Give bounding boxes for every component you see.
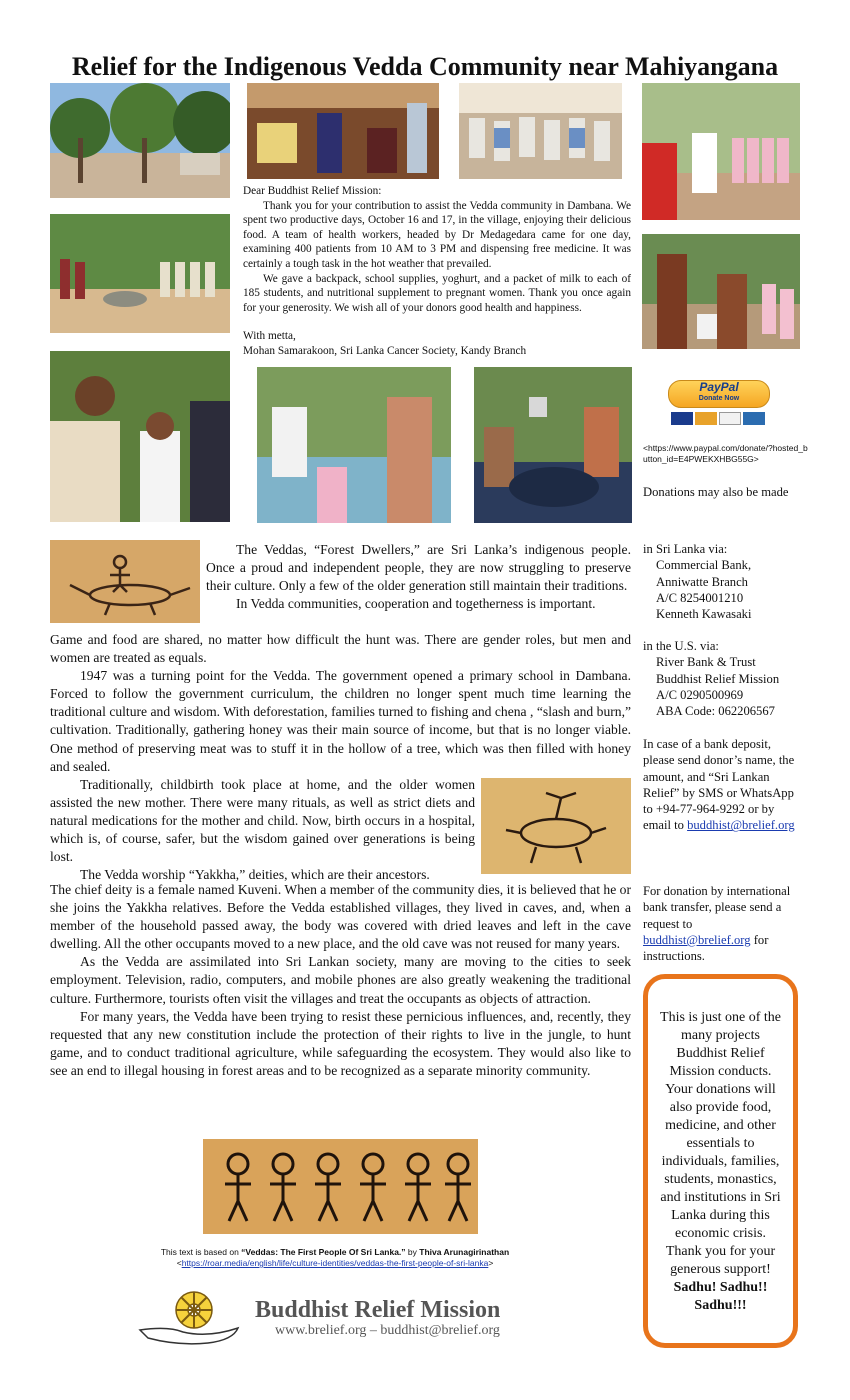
intl-text: For donation by international bank transfer, please send a request to bbox=[643, 884, 791, 931]
card-logos-icon bbox=[671, 412, 768, 425]
letter-paragraph: Thank you for your contribution to assist the Vedda community in Dambana. We spent two productive days, October 16 and 17, in the village, enjoying their delicious food. A team of health workers, headed by Dr Medagedara came for one day, examining 400 patients from 10 AM to 3 PM and dispensing free medicine. It was certainly a tough task in the hot weather that prevailed. bbox=[243, 199, 631, 270]
paypal-url[interactable]: <https://www.paypal.com/donate/?hosted_button_id=E4PWEKXHBG55G> bbox=[643, 443, 808, 464]
credit-prefix: This text is based on bbox=[160, 1247, 242, 1257]
article-paragraph: The Veddas, “Forest Dwellers,” are Sri Lanka’s indigenous people. Once a proud and independent people, they are now struggling to preserve their culture. Only a few of the older generation still maintain their traditions. bbox=[206, 542, 631, 594]
dharma-wheel-hand-logo-icon bbox=[138, 1288, 248, 1350]
article-paragraph: In Vedda communities, cooperation and togetherness is important. bbox=[236, 596, 596, 612]
bank-line: ABA Code: 062206567 bbox=[656, 704, 775, 719]
bank-line: River Bank & Trust bbox=[656, 655, 756, 670]
credit-source-title: “Veddas: The First People Of Sri Lanka.” bbox=[241, 1247, 406, 1257]
article-continued bbox=[50, 881, 631, 1080]
credit-by: by bbox=[405, 1247, 420, 1257]
photo-village-trees bbox=[50, 83, 230, 198]
cave-art-animal-image bbox=[481, 778, 631, 874]
article-body bbox=[50, 631, 631, 776]
donations-intro: Donations may also be made bbox=[643, 485, 789, 499]
photo-distribution-boy bbox=[50, 351, 230, 522]
page-title: Relief for the Indigenous Vedda Community near Mahiyangana bbox=[71, 52, 779, 81]
photo-backpacks bbox=[474, 367, 632, 523]
article-paragraph: 1947 was a turning point for the Vedda. The government opened a primary school in Dambana. Forced to follow the government curriculum, the children no longer spent much time learning the traditional culture and wisdom. With deforestation, families turned to fishing and chena , “slash and burn,” cultivation. Traditionally, gathering honey was their main source of income, but that is no longer viable. One method of preserving meat was to stuff it in the hollow of a tree, which was then filled with honey and sealed. bbox=[50, 668, 631, 774]
cave-art-hunter-image bbox=[50, 540, 200, 623]
organization-contact: www.brelief.org – buddhist@brelief.org bbox=[275, 1323, 500, 1338]
bank-deposit-text: In case of a bank deposit, please send donor’s name, the amount, and “Sri Lankan Relief” by SMS or WhatsApp to +94-77-964-9292 or by email to bbox=[643, 737, 795, 833]
letter-closing: With metta, bbox=[243, 330, 296, 343]
paypal-logo-text: PayPal bbox=[699, 380, 739, 394]
sri-lanka-bank-info bbox=[643, 541, 803, 622]
email-link[interactable]: buddhist@brelief.org bbox=[687, 818, 795, 833]
thank-you-letter bbox=[243, 184, 631, 359]
letter-salutation: Dear Buddhist Relief Mission: bbox=[243, 185, 382, 197]
us-heading: in the U.S. via: bbox=[643, 639, 719, 653]
photo-temple-ceremony bbox=[247, 83, 439, 179]
letter-paragraph: We gave a backpack, school supplies, yoghurt, and a packet of milk to each of 185 students, and nutritional supplement to pregnant women. Thank you once again for your generosity. We wish all of your donors good health and happiness. bbox=[243, 272, 631, 314]
link-bracket-close: > bbox=[488, 1258, 494, 1268]
projects-callout bbox=[643, 974, 798, 1348]
cave-art-figures-image bbox=[203, 1139, 478, 1234]
letter-signature: Mohan Samarakoon, Sri Lanka Cancer Society, Kandy Branch bbox=[243, 344, 527, 357]
photo-girls-receiving-items bbox=[257, 367, 451, 523]
article-paragraph: For many years, the Vedda have been trying to resist these pernicious influences, and, recently, they requested that any new constitution include the protection of their rights to live in the jungle, to hunt game, and to conduct traditional agriculture, while safeguarding the ecosystem. They would also like to see an end to illegal housing in forest areas and to be recognized as a separate minority community. bbox=[50, 1008, 631, 1078]
article-childbirth bbox=[50, 776, 475, 885]
organization-name: Buddhist Relief Mission bbox=[255, 1297, 501, 1323]
bank-line: Buddhist Relief Mission bbox=[656, 671, 780, 686]
article-paragraph: The Vedda worship “Yakkha,” deities, which are their ancestors. bbox=[80, 867, 430, 883]
bank-line: A/C 0290500969 bbox=[656, 687, 744, 702]
article-paragraph: Traditionally, childbirth took place at home, and the older women assisted the new mother. There were many rituals, as well as strict diets and natural medications for the mother and child. Now, birth occurs in a hospital, which is, of course, safer, but the wisdom gained over generations is being lost. bbox=[50, 777, 475, 865]
photo-gathering-well bbox=[50, 214, 230, 333]
bank-line: A/C 8254001210 bbox=[656, 590, 744, 605]
paypal-button-sub: Donate Now bbox=[698, 395, 740, 402]
source-link[interactable]: https://roar.media/english/life/culture-identities/veddas-the-first-people-of-sri-lanka bbox=[181, 1258, 489, 1268]
bank-line: Anniwatte Branch bbox=[656, 574, 748, 589]
link-bracket-open: < bbox=[176, 1258, 182, 1268]
callout-text: This is just one of the many projects Buddhist Relief Mission conducts. Your donations will also provide food, medicine, and other essentials to individuals, families, students, monastics, and institutions in Sri Lanka during this economic crisis. Thank you for your generous support! bbox=[660, 1010, 781, 1277]
photo-red-cross-students bbox=[642, 83, 800, 220]
bank-deposit-note bbox=[643, 736, 803, 834]
article-intro-wrap bbox=[206, 541, 631, 613]
credit-author: Thiva Arunagirinathan bbox=[419, 1247, 510, 1257]
article-paragraph: As the Vedda are assimilated into Sri Lankan society, many are moving to the cities to seek employment. Television, radio, computers, and mobile phones are also greatly weakening the traditional culture. Furthermore, tourists often visit the villages and treat the occupants as objects of attraction. bbox=[50, 954, 631, 1006]
bank-line: Commercial Bank, bbox=[656, 558, 752, 573]
article-paragraph: Game and food are shared, no matter how difficult the hunt was. There are gender roles, but men and women are treated as equals. bbox=[50, 632, 631, 666]
bank-line: Kenneth Kawasaki bbox=[656, 607, 752, 622]
callout-closing: Sadhu! Sadhu!! Sadhu!!! bbox=[673, 1280, 768, 1313]
sri-lanka-heading: in Sri Lanka via: bbox=[643, 542, 728, 556]
paypal-donate-button[interactable] bbox=[668, 380, 768, 426]
intl-text-end: for instructions. bbox=[643, 932, 769, 964]
photo-seated-audience bbox=[459, 83, 622, 179]
international-transfer-note bbox=[643, 883, 803, 964]
source-credit bbox=[60, 1247, 610, 1269]
email-link[interactable]: buddhist@brelief.org bbox=[643, 932, 751, 947]
us-bank-info bbox=[643, 638, 803, 719]
photo-monk-with-children bbox=[642, 234, 800, 349]
article-paragraph: The chief deity is a female named Kuveni. When a member of the community dies, it is believed that he or she joins the Yakkha relatives. Before the Vedda established villages, they lived in caves, and, when a member of the household passed away, the body was covered with dried leaves and left in the cave dwelling. All the other occupants moved to a new place, and the old cave was not reused for many years. bbox=[50, 882, 631, 952]
